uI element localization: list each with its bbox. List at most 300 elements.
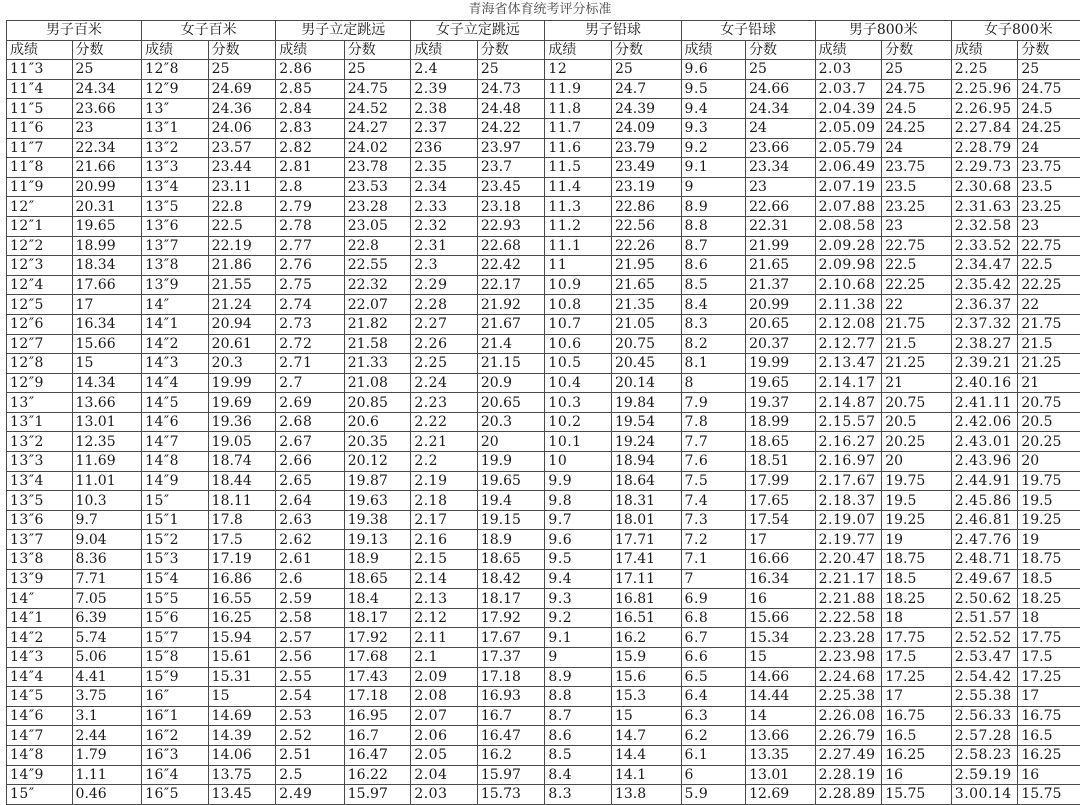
score-cell: 18.74 [208, 452, 276, 472]
score-cell: 20.9 [477, 373, 545, 393]
performance-cell: 2.78 [276, 216, 345, 236]
performance-cell: 13″7 [7, 530, 73, 550]
performance-column-header: 成绩 [276, 40, 345, 60]
performance-cell: 2.34 [411, 177, 478, 197]
score-cell: 1.11 [72, 765, 142, 785]
score-cell: 23 [1018, 216, 1080, 236]
score-cell: 17.92 [477, 608, 545, 628]
performance-cell: 13″3 [142, 158, 209, 178]
performance-cell: 14″1 [142, 314, 209, 334]
score-cell: 25 [477, 60, 545, 80]
table-row [7, 354, 1080, 374]
performance-cell: 9.2 [545, 608, 612, 628]
score-cell: 24.75 [344, 79, 411, 99]
performance-cell: 2.65 [276, 471, 345, 491]
score-cell: 23.34 [746, 158, 816, 178]
performance-cell: 10.6 [545, 334, 612, 354]
performance-cell: 13″7 [142, 236, 209, 256]
score-cell: 15.66 [746, 608, 816, 628]
score-cell: 12.35 [72, 432, 142, 452]
table-row [7, 216, 1080, 236]
performance-cell: 2.1 [411, 648, 478, 668]
performance-cell: 15″2 [142, 530, 209, 550]
score-cell: 21.33 [344, 354, 411, 374]
score-cell: 23.97 [477, 138, 545, 158]
performance-cell: 2.28.79 [951, 138, 1018, 158]
score-cell: 17.75 [1018, 628, 1080, 648]
score-cell: 21.67 [477, 314, 545, 334]
performance-cell: 2.40.16 [951, 373, 1018, 393]
table-row [7, 158, 1080, 178]
performance-cell: 2.6 [276, 569, 345, 589]
table-row [7, 569, 1080, 589]
score-cell: 19.99 [746, 354, 816, 374]
score-cell: 16.47 [344, 745, 411, 765]
performance-cell: 2.18 [411, 491, 478, 511]
score-cell: 11.69 [72, 452, 142, 472]
performance-cell: 2.15.57 [815, 412, 882, 432]
performance-cell: 9.3 [545, 589, 612, 609]
score-cell: 13.75 [208, 765, 276, 785]
performance-cell: 11.3 [545, 197, 612, 217]
performance-cell: 2.38.27 [951, 334, 1018, 354]
performance-cell: 15″ [142, 491, 209, 511]
performance-cell: 2.11 [411, 628, 478, 648]
performance-cell: 2.59.19 [951, 765, 1018, 785]
performance-cell: 2.12.77 [815, 334, 882, 354]
score-cell: 16.34 [72, 314, 142, 334]
table-row [7, 471, 1080, 491]
score-cell: 2.44 [72, 726, 142, 746]
performance-cell: 2.69 [276, 393, 345, 413]
performance-cell: 2.77 [276, 236, 345, 256]
performance-cell: 14″ [7, 589, 73, 609]
score-cell: 19.54 [611, 412, 681, 432]
event-header: 女子立定跳远 [411, 21, 545, 41]
score-cell: 19.69 [208, 393, 276, 413]
score-cell: 15 [72, 354, 142, 374]
score-cell: 3.1 [72, 706, 142, 726]
performance-cell: 2.03.7 [815, 79, 882, 99]
performance-cell: 14″7 [7, 726, 73, 746]
performance-cell: 7.9 [681, 393, 746, 413]
performance-cell: 2.24.68 [815, 667, 882, 687]
performance-cell: 2.25.96 [951, 79, 1018, 99]
score-cell: 25 [208, 60, 276, 80]
score-column-header: 分数 [477, 40, 545, 60]
score-cell: 24 [1018, 138, 1080, 158]
performance-cell: 8.2 [681, 334, 746, 354]
score-cell: 22.8 [344, 236, 411, 256]
performance-cell: 2.35 [411, 158, 478, 178]
score-cell: 24.66 [746, 79, 816, 99]
table-row [7, 667, 1080, 687]
performance-cell: 2.74 [276, 295, 345, 315]
performance-cell: 236 [411, 138, 478, 158]
performance-cell: 14″6 [7, 706, 73, 726]
score-cell: 17.37 [477, 648, 545, 668]
performance-cell: 8.4 [545, 765, 612, 785]
score-cell: 23.5 [1018, 177, 1080, 197]
score-cell: 16 [1018, 765, 1080, 785]
performance-cell: 2.39 [411, 79, 478, 99]
score-cell: 21.25 [882, 354, 952, 374]
performance-cell: 2.83 [276, 118, 345, 138]
performance-cell: 8.3 [545, 785, 612, 805]
score-cell: 22.17 [477, 275, 545, 295]
event-header: 男子百米 [7, 21, 142, 41]
performance-cell: 2.52.52 [951, 628, 1018, 648]
performance-cell: 10.5 [545, 354, 612, 374]
performance-cell: 6 [681, 765, 746, 785]
score-cell: 3.75 [72, 687, 142, 707]
score-cell: 16.2 [611, 628, 681, 648]
score-cell: 19 [1018, 530, 1080, 550]
score-cell: 15.66 [72, 334, 142, 354]
event-header-row [7, 21, 1080, 41]
score-cell: 18 [882, 608, 952, 628]
score-cell: 17 [746, 530, 816, 550]
performance-cell: 2.09.28 [815, 236, 882, 256]
table-row [7, 648, 1080, 668]
score-cell: 20.65 [746, 314, 816, 334]
table-row [7, 177, 1080, 197]
score-cell: 20.61 [208, 334, 276, 354]
performance-cell: 2.67 [276, 432, 345, 452]
performance-cell: 2.50.62 [951, 589, 1018, 609]
score-cell: 20 [882, 452, 952, 472]
performance-cell: 6.8 [681, 608, 746, 628]
performance-cell: 8.5 [681, 275, 746, 295]
performance-cell: 2.03 [411, 785, 478, 805]
table-row [7, 785, 1080, 805]
performance-cell: 12″2 [7, 236, 73, 256]
table-row [7, 550, 1080, 570]
performance-cell: 13″2 [142, 138, 209, 158]
performance-cell: 14″6 [142, 412, 209, 432]
table-row [7, 79, 1080, 99]
performance-cell: 2.51.57 [951, 608, 1018, 628]
performance-cell: 6.3 [681, 706, 746, 726]
score-cell: 17.5 [208, 530, 276, 550]
score-cell: 19.9 [477, 452, 545, 472]
score-cell: 20.75 [611, 334, 681, 354]
table-row [7, 589, 1080, 609]
performance-cell: 8.4 [681, 295, 746, 315]
performance-cell: 2.84 [276, 99, 345, 119]
score-column-header: 分数 [746, 40, 816, 60]
performance-cell: 14″7 [142, 432, 209, 452]
score-cell: 13.66 [72, 393, 142, 413]
score-cell: 19.15 [477, 510, 545, 530]
score-cell: 20.25 [1018, 432, 1080, 452]
performance-cell: 2.14.87 [815, 393, 882, 413]
score-cell: 23.5 [882, 177, 952, 197]
score-cell: 22.25 [882, 275, 952, 295]
performance-cell: 2.16 [411, 530, 478, 550]
performance-cell: 2.23.98 [815, 648, 882, 668]
event-header: 男子800米 [815, 21, 951, 41]
performance-cell: 2.47.76 [951, 530, 1018, 550]
score-cell: 23.57 [208, 138, 276, 158]
score-cell: 16.51 [611, 608, 681, 628]
performance-cell: 15″ [7, 785, 73, 805]
performance-cell: 2.06.49 [815, 158, 882, 178]
score-cell: 23.66 [746, 138, 816, 158]
table-row [7, 295, 1080, 315]
performance-cell: 9.6 [681, 60, 746, 80]
scoring-standards-table [6, 20, 1080, 805]
performance-cell: 2.36.37 [951, 295, 1018, 315]
score-cell: 22.32 [344, 275, 411, 295]
performance-cell: 13″1 [142, 118, 209, 138]
score-cell: 16.66 [746, 550, 816, 570]
table-row [7, 60, 1080, 80]
score-cell: 14.1 [611, 765, 681, 785]
performance-cell: 2.56.33 [951, 706, 1018, 726]
performance-cell: 16″1 [142, 706, 209, 726]
score-cell: 18.65 [344, 569, 411, 589]
performance-cell: 13″2 [7, 432, 73, 452]
score-cell: 17.43 [344, 667, 411, 687]
performance-cell: 14″5 [142, 393, 209, 413]
performance-cell: 10.9 [545, 275, 612, 295]
table-row [7, 687, 1080, 707]
score-cell: 9.7 [72, 510, 142, 530]
score-cell: 18 [1018, 608, 1080, 628]
score-cell: 21 [1018, 373, 1080, 393]
score-cell: 17.11 [611, 569, 681, 589]
performance-cell: 3.00.14 [951, 785, 1018, 805]
performance-cell: 2.11.38 [815, 295, 882, 315]
score-cell: 16.5 [1018, 726, 1080, 746]
performance-cell: 2.19.07 [815, 510, 882, 530]
performance-cell: 2.08.58 [815, 216, 882, 236]
performance-cell: 2.55.38 [951, 687, 1018, 707]
score-cell: 22.5 [882, 256, 952, 276]
performance-cell: 2.08 [411, 687, 478, 707]
performance-cell: 9 [545, 648, 612, 668]
score-cell: 21.75 [1018, 314, 1080, 334]
score-cell: 17.19 [208, 550, 276, 570]
performance-column-header: 成绩 [545, 40, 612, 60]
performance-cell: 2.71 [276, 354, 345, 374]
score-cell: 24 [882, 138, 952, 158]
performance-cell: 15″9 [142, 667, 209, 687]
score-cell: 18.9 [344, 550, 411, 570]
score-cell: 24.7 [611, 79, 681, 99]
score-cell: 19.36 [208, 412, 276, 432]
performance-cell: 13″9 [7, 569, 73, 589]
performance-cell: 13″5 [142, 197, 209, 217]
performance-cell: 8.9 [545, 667, 612, 687]
score-cell: 13.45 [208, 785, 276, 805]
performance-cell: 2.45.86 [951, 491, 1018, 511]
performance-cell: 2.05.09 [815, 118, 882, 138]
score-cell: 16 [882, 765, 952, 785]
performance-cell: 9.8 [545, 491, 612, 511]
performance-cell: 15″3 [142, 550, 209, 570]
table-row [7, 236, 1080, 256]
performance-cell: 10.2 [545, 412, 612, 432]
score-cell: 17.25 [1018, 667, 1080, 687]
score-cell: 21.66 [72, 158, 142, 178]
performance-cell: 13″ [142, 99, 209, 119]
score-cell: 20.3 [477, 412, 545, 432]
score-cell: 8.36 [72, 550, 142, 570]
performance-cell: 2.39.21 [951, 354, 1018, 374]
performance-cell: 2.79 [276, 197, 345, 217]
score-cell: 17.65 [746, 491, 816, 511]
performance-cell: 2.55 [276, 667, 345, 687]
score-cell: 24.09 [611, 118, 681, 138]
table-row [7, 432, 1080, 452]
score-cell: 17 [882, 687, 952, 707]
score-cell: 16.7 [477, 706, 545, 726]
score-cell: 13.01 [746, 765, 816, 785]
score-cell: 18.99 [72, 236, 142, 256]
performance-cell: 2.29.73 [951, 158, 1018, 178]
performance-cell: 2.12 [411, 608, 478, 628]
performance-cell: 2.49.67 [951, 569, 1018, 589]
performance-cell: 2.37 [411, 118, 478, 138]
score-cell: 22.31 [746, 216, 816, 236]
score-cell: 20.6 [344, 412, 411, 432]
score-cell: 23.19 [611, 177, 681, 197]
score-cell: 21.35 [611, 295, 681, 315]
table-row [7, 510, 1080, 530]
table-row [7, 138, 1080, 158]
score-cell: 14.34 [72, 373, 142, 393]
performance-cell: 2.28.89 [815, 785, 882, 805]
performance-cell: 2.54.42 [951, 667, 1018, 687]
performance-cell: 11.7 [545, 118, 612, 138]
score-cell: 20.99 [72, 177, 142, 197]
table-row [7, 628, 1080, 648]
performance-cell: 2.52 [276, 726, 345, 746]
performance-cell: 2.58 [276, 608, 345, 628]
score-cell: 20 [477, 432, 545, 452]
score-cell: 19.99 [208, 373, 276, 393]
score-cell: 16.2 [477, 745, 545, 765]
score-cell: 16.25 [1018, 745, 1080, 765]
performance-cell: 11.9 [545, 79, 612, 99]
score-cell: 20.5 [882, 412, 952, 432]
score-cell: 18.25 [1018, 589, 1080, 609]
score-cell: 23.44 [208, 158, 276, 178]
score-cell: 19.63 [344, 491, 411, 511]
performance-cell: 14″8 [142, 452, 209, 472]
performance-cell: 2.49 [276, 785, 345, 805]
event-header: 男子铅球 [545, 21, 681, 41]
performance-cell: 8.7 [545, 706, 612, 726]
performance-cell: 7.4 [681, 491, 746, 511]
performance-cell: 6.5 [681, 667, 746, 687]
score-cell: 18.5 [882, 569, 952, 589]
score-cell: 25 [72, 60, 142, 80]
performance-cell: 2.05.79 [815, 138, 882, 158]
score-cell: 18.75 [882, 550, 952, 570]
performance-cell: 11.1 [545, 236, 612, 256]
performance-cell: 15″6 [142, 608, 209, 628]
performance-cell: 13″3 [7, 452, 73, 472]
score-cell: 19.37 [746, 393, 816, 413]
score-cell: 12.69 [746, 785, 816, 805]
score-cell: 22.68 [477, 236, 545, 256]
score-cell: 22.55 [344, 256, 411, 276]
performance-cell: 12″6 [7, 314, 73, 334]
performance-cell: 2.23 [411, 393, 478, 413]
performance-cell: 2.54 [276, 687, 345, 707]
performance-cell: 8.8 [681, 216, 746, 236]
score-cell: 18.9 [477, 530, 545, 550]
performance-cell: 2.04.39 [815, 99, 882, 119]
score-cell: 24.22 [477, 118, 545, 138]
performance-cell: 8 [681, 373, 746, 393]
score-cell: 19.25 [1018, 510, 1080, 530]
table-row [7, 452, 1080, 472]
performance-cell: 2.26.79 [815, 726, 882, 746]
score-cell: 18.65 [746, 432, 816, 452]
score-cell: 22.93 [477, 216, 545, 236]
score-cell: 22.86 [611, 197, 681, 217]
score-cell: 21.82 [344, 314, 411, 334]
performance-cell: 2.72 [276, 334, 345, 354]
score-cell: 14.06 [208, 745, 276, 765]
performance-cell: 14″4 [142, 373, 209, 393]
score-cell: 22.56 [611, 216, 681, 236]
score-cell: 17.8 [208, 510, 276, 530]
performance-cell: 11″9 [7, 177, 73, 197]
performance-cell: 2.43.96 [951, 452, 1018, 472]
score-cell: 17.41 [611, 550, 681, 570]
score-cell: 21.4 [477, 334, 545, 354]
performance-cell: 2.41.11 [951, 393, 1018, 413]
performance-cell: 2.31 [411, 236, 478, 256]
performance-cell: 2.62 [276, 530, 345, 550]
performance-cell: 14″3 [142, 354, 209, 374]
performance-cell: 15″8 [142, 648, 209, 668]
score-cell: 24.48 [477, 99, 545, 119]
performance-cell: 2.5 [276, 765, 345, 785]
performance-cell: 2.63 [276, 510, 345, 530]
score-cell: 22.19 [208, 236, 276, 256]
score-cell: 24.75 [882, 79, 952, 99]
score-cell: 17.18 [477, 667, 545, 687]
score-column-header: 分数 [611, 40, 681, 60]
score-cell: 24.5 [1018, 99, 1080, 119]
score-cell: 16.22 [344, 765, 411, 785]
score-cell: 16.47 [477, 726, 545, 746]
performance-cell: 2.57 [276, 628, 345, 648]
performance-cell: 2.8 [276, 177, 345, 197]
score-cell: 20.75 [882, 393, 952, 413]
performance-cell: 12″4 [7, 275, 73, 295]
score-cell: 21.95 [611, 256, 681, 276]
performance-cell: 2.27.84 [951, 118, 1018, 138]
performance-cell: 2.53.47 [951, 648, 1018, 668]
performance-cell: 16″ [142, 687, 209, 707]
score-cell: 19.05 [208, 432, 276, 452]
subheader-row [7, 40, 1080, 60]
table-row [7, 706, 1080, 726]
performance-cell: 2.21.88 [815, 589, 882, 609]
score-cell: 24.5 [882, 99, 952, 119]
performance-cell: 2.58.23 [951, 745, 1018, 765]
score-cell: 5.74 [72, 628, 142, 648]
performance-cell: 2.16.97 [815, 452, 882, 472]
table-row [7, 256, 1080, 276]
